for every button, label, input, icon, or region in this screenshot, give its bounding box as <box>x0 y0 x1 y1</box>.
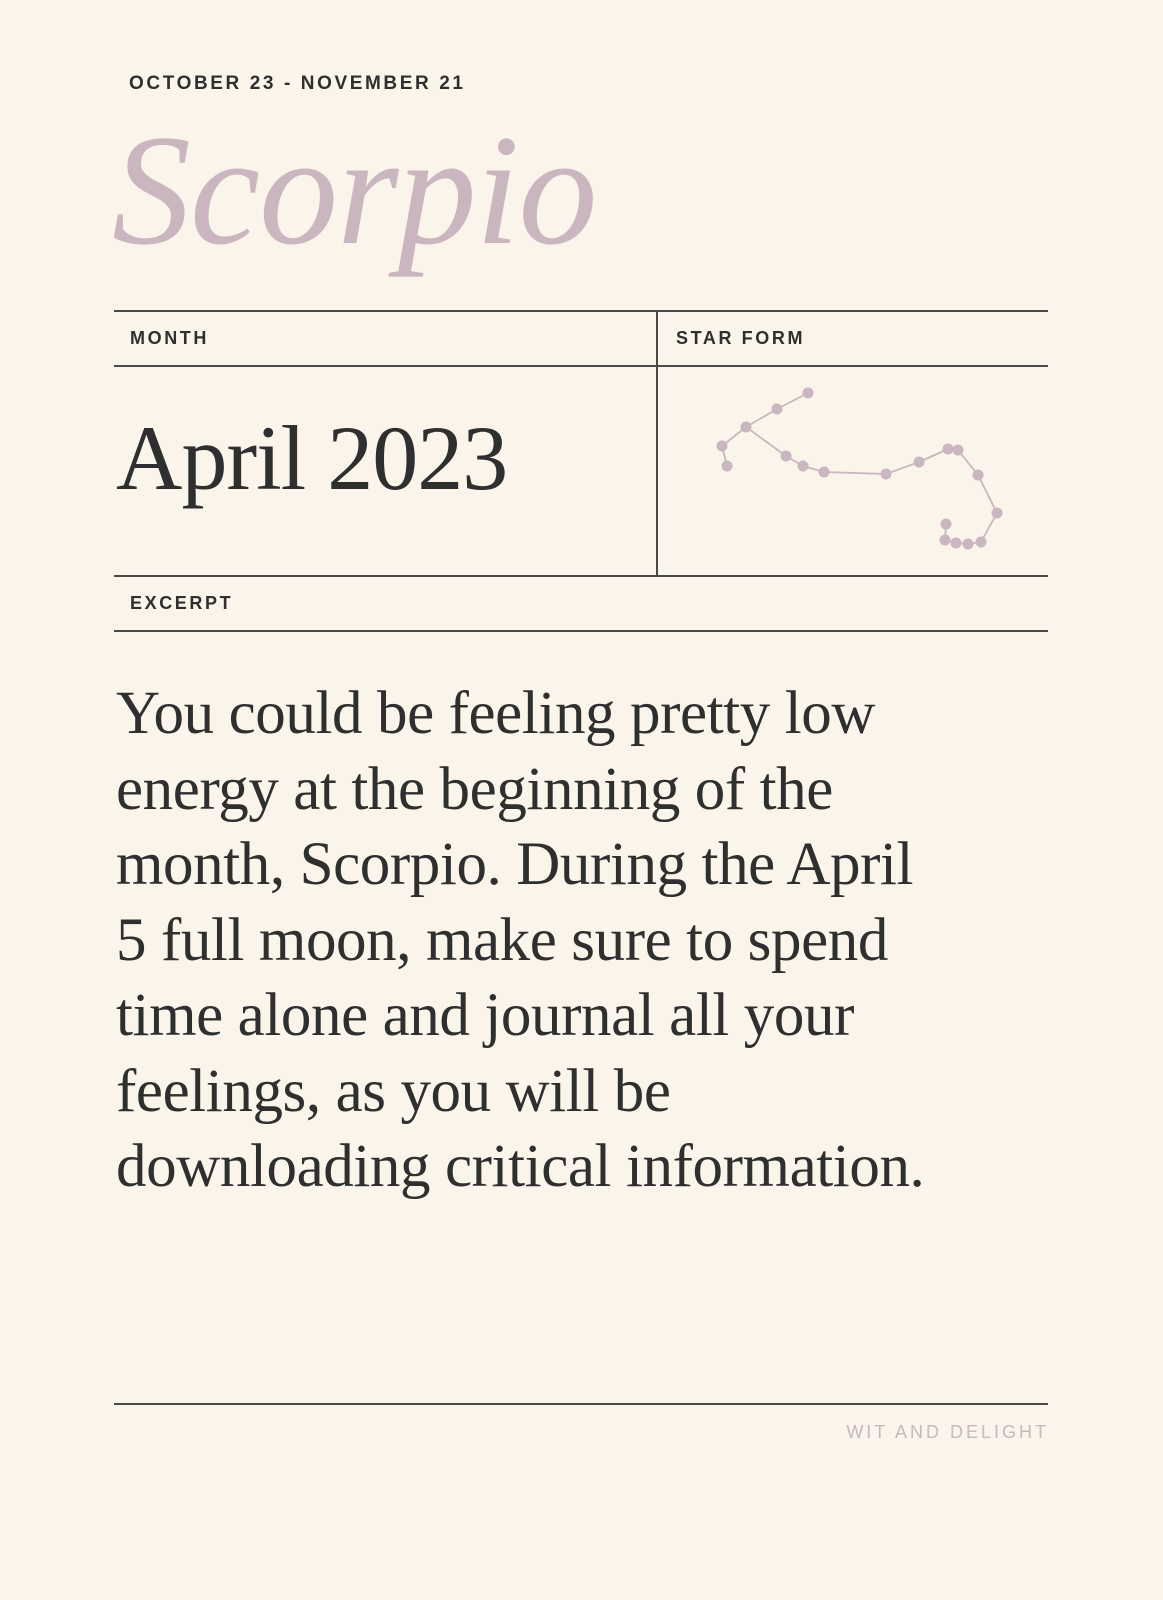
footer-rule <box>114 1403 1048 1405</box>
table-middle-rule <box>114 575 1048 577</box>
table-header-rule <box>114 365 1048 367</box>
excerpt-line: time alone and journal all your <box>116 982 855 1049</box>
date-range: OCTOBER 23 - NOVEMBER 21 <box>129 73 466 94</box>
excerpt-label: EXCERPT <box>130 593 234 613</box>
brand-name: WIT AND DELIGHT <box>846 1422 1049 1442</box>
month-label: MONTH <box>130 328 209 348</box>
excerpt-line: month, Scorpio. During the April <box>116 831 914 898</box>
excerpt-line: downloading critical information. <box>116 1133 925 1200</box>
month-value: April 2023 <box>116 407 508 509</box>
excerpt-line: energy at the beginning of the <box>116 755 833 823</box>
excerpt-line: You could be feeling pretty low <box>116 680 876 747</box>
scorpius-constellation-icon <box>700 380 1020 560</box>
sign-title: Scorpio <box>112 103 597 278</box>
excerpt-line: feelings, as you will be <box>116 1057 671 1125</box>
excerpt-line: 5 full moon, make sure to spend <box>116 906 888 974</box>
table-column-divider <box>656 310 658 576</box>
table-bottom-rule <box>114 630 1048 632</box>
star-form-label: STAR FORM <box>676 328 806 348</box>
table-top-rule <box>114 310 1048 312</box>
excerpt-text <box>116 676 976 1205</box>
